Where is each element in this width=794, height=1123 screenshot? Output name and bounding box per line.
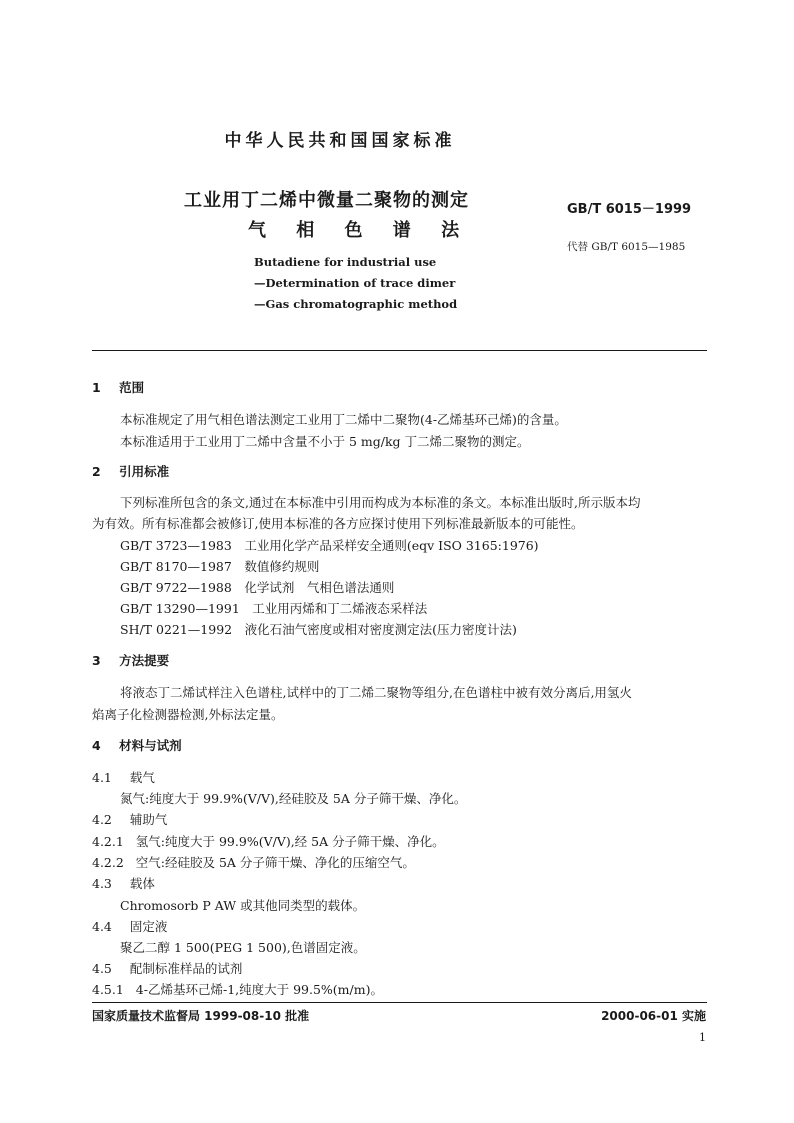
section-title: 方法提要 <box>119 653 170 668</box>
section-number: 1 <box>92 380 101 395</box>
clause-body: 氮气:纯度大于 99.9%(V/V),经硅胶及 5A 分子筛干燥、净化。 <box>120 791 467 806</box>
clause-4-5-1 <box>92 980 383 1000</box>
replaces-standard: 代替 GB/T 6015—1985 <box>567 241 686 253</box>
section-number: 2 <box>92 464 101 479</box>
english-title-line2: —Determination of trace dimer <box>254 276 456 290</box>
section-3-paragraph-line2: 焰离子化检测器检测,外标法定量。 <box>92 707 284 722</box>
section-2-paragraph-line1: 下列标准所包含的条文,通过在本标准中引用而构成为本标准的条文。本标准出版时,所示版本均 <box>120 495 641 510</box>
clause-title: 固定液 <box>129 919 168 934</box>
english-title-line3: —Gas chromatographic method <box>254 297 458 311</box>
section-1-paragraph-1: 本标准规定了用气相色谱法测定工业用丁二烯中二聚物(4-乙烯基环己烯)的含量。 <box>120 412 567 427</box>
clause-number: 4.4 <box>92 919 112 934</box>
section-3-heading <box>92 651 169 671</box>
reference-item: GB/T 3723—1983 工业用化学产品采样安全通则(eqv ISO 3165:1976) <box>120 538 539 553</box>
clause-number: 4.5.1 <box>92 982 124 997</box>
clause-number: 4.1 <box>92 770 112 785</box>
reference-item: SH/T 0221—1992 液化石油气密度或相对密度测定法(压力密度计法) <box>120 622 517 637</box>
clause-text: 4-乙烯基环己烯-1,纯度大于 99.5%(m/m)。 <box>135 982 383 997</box>
section-title: 材料与试剂 <box>119 738 182 753</box>
english-title-line1: Butadiene for industrial use <box>254 255 437 269</box>
clause-number: 4.3 <box>92 876 112 891</box>
effective-date: 2000-06-01 实施 <box>601 1009 706 1023</box>
section-1-heading <box>92 378 144 398</box>
clause-4-3 <box>92 874 155 894</box>
section-2-heading <box>92 462 169 482</box>
section-title: 范围 <box>119 380 145 395</box>
clause-4-4 <box>92 917 167 937</box>
clause-title: 载体 <box>129 876 155 891</box>
clause-4-5 <box>92 959 242 979</box>
clause-title: 辅助气 <box>129 812 168 827</box>
footer-divider <box>92 1002 707 1003</box>
section-title: 引用标准 <box>119 464 170 479</box>
clause-4-2-2 <box>92 853 415 873</box>
clause-text: 氢气:纯度大于 99.9%(V/V),经 5A 分子筛干燥、净化。 <box>135 834 445 849</box>
header-divider <box>92 350 707 351</box>
clause-4-2 <box>92 810 167 830</box>
reference-item: GB/T 13290—1991 工业用丙烯和丁二烯液态采样法 <box>120 601 428 616</box>
clause-4-1 <box>92 768 155 788</box>
clause-body: Chromosorb P AW 或其他同类型的载体。 <box>120 898 366 913</box>
clause-body: 聚乙二醇 1 500(PEG 1 500),色谱固定液。 <box>120 940 366 955</box>
section-3-paragraph-line1: 将液态丁二烯试样注入色谱柱,试样中的丁二烯二聚物等组分,在色谱柱中被有效分离后,用氢火 <box>120 685 632 700</box>
clause-number: 4.5 <box>92 961 112 976</box>
section-1-paragraph-2: 本标准适用于工业用丁二烯中含量不小于 5 mg/kg 丁二烯二聚物的测定。 <box>120 434 530 449</box>
section-2-paragraph-line2: 为有效。所有标准都会被修订,使用本标准的各方应探讨使用下列标准最新版本的可能性。 <box>92 516 584 531</box>
clause-text: 空气:经硅胶及 5A 分子筛干燥、净化的压缩空气。 <box>135 855 415 870</box>
national-standard-title: 中华人民共和国国家标准 <box>224 131 456 151</box>
clause-title: 配制标准样品的试剂 <box>129 961 243 976</box>
reference-item: GB/T 8170—1987 数值修约规则 <box>120 559 320 574</box>
reference-item: GB/T 9722—1988 化学试剂 气相色谱法通则 <box>120 580 395 595</box>
document-title-line1: 工业用丁二烯中微量二聚物的测定 <box>184 190 469 211</box>
clause-number: 4.2 <box>92 812 112 827</box>
page-number: 1 <box>699 1031 706 1044</box>
clause-title: 载气 <box>129 770 155 785</box>
clause-number: 4.2.1 <box>92 834 124 849</box>
clause-number: 4.2.2 <box>92 855 124 870</box>
approval-date: 国家质量技术监督局 1999-08-10 批准 <box>92 1009 310 1023</box>
clause-4-2-1 <box>92 832 445 852</box>
document-title-line2: 气 相 色 谱 法 <box>248 220 472 241</box>
standard-code: GB/T 6015－1999 <box>567 202 692 217</box>
section-4-heading <box>92 736 182 756</box>
section-number: 4 <box>92 738 101 753</box>
section-number: 3 <box>92 653 101 668</box>
